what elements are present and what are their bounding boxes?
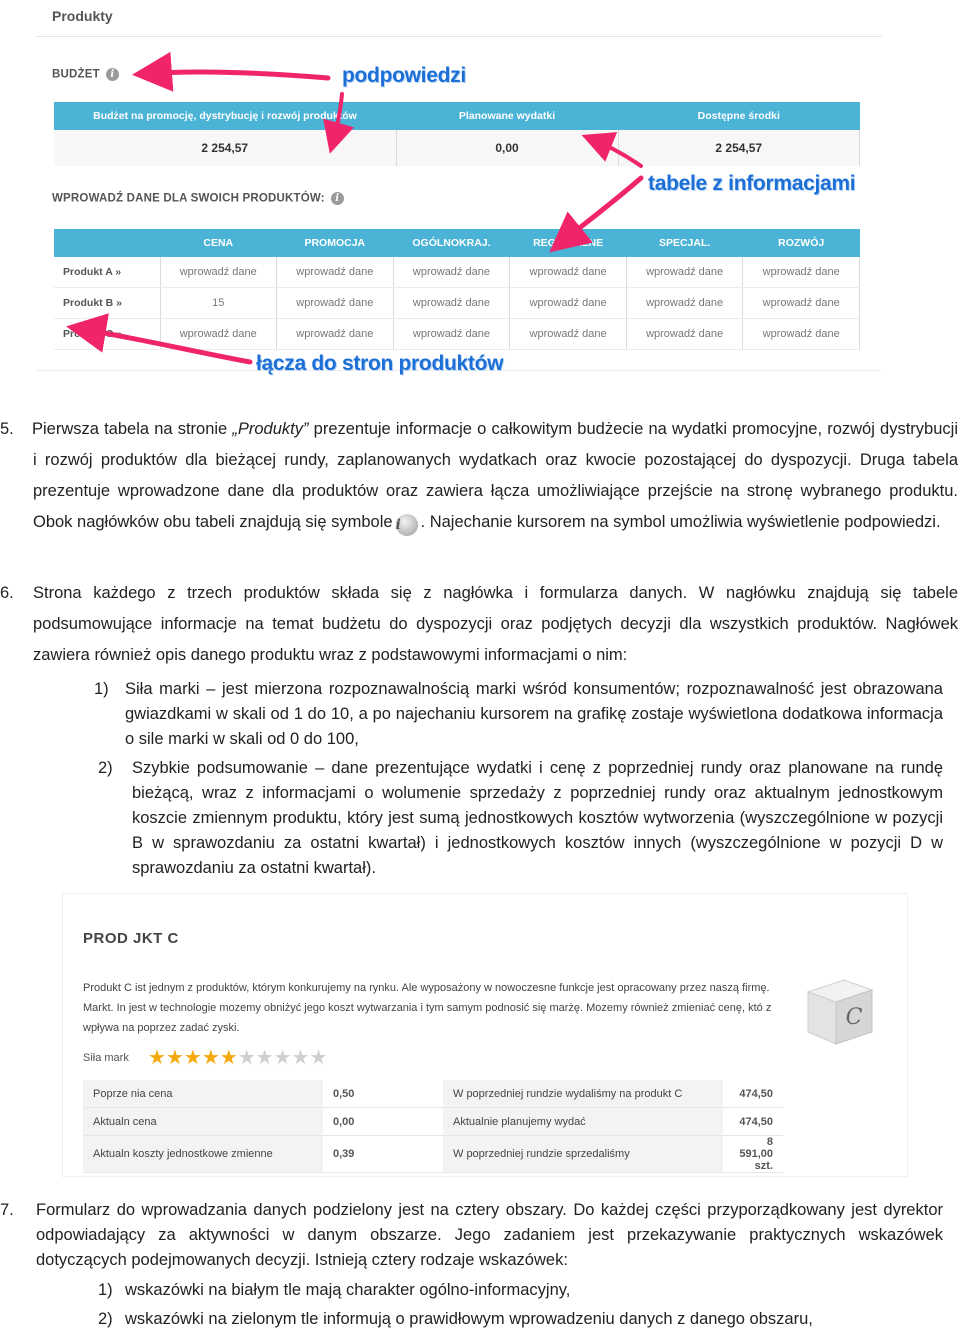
summary-label: W poprzedniej rundzie wydaliśmy na produkt C xyxy=(443,1080,723,1108)
summary-value: 8 591,00 szt. xyxy=(723,1136,783,1173)
list-text: Siła marki – jest mierzona rozpoznawalnością marki wśród konsumentów; rozpoznawalność jest obrazowana gwiazdkami w skali od 1 do 10, a po najechaniu kursorem na grafikę zostaje wyświetlona dodatkowa informacja o sile marki w skali od 0 do 100, xyxy=(125,680,943,748)
arrow-to-product-links xyxy=(76,328,250,362)
list-text: Szybkie podsumowanie – dane prezentujące wydatki i cenę z poprzedniej rundy oraz planowane na rundę bieżącą, wraz z informacjami o wolumenie sprzedaży z poprzedniej rundy oraz aktualnym jednostkowym koszcie zmiennym produktu, który jest sumą jednostkowych kosztów wytworzenia (wyszczególnione w pozycji B w sprawozdaniu za ostatni kwartał) i jednostkowych kosztów innych (wyszczególnione w pozycji D w sprawozdaniu za ostatni kwartał). xyxy=(132,759,943,877)
summary-value: 474,50 xyxy=(723,1108,783,1136)
list-number: 2) xyxy=(98,759,113,777)
star-empty-icon: ★ xyxy=(255,1047,274,1069)
p5-part1: Pierwsza tabela na stronie xyxy=(32,420,233,438)
summary-label: Aktualnie planujemy wydać xyxy=(443,1108,723,1136)
budget-value: 2 254,57 xyxy=(54,130,396,166)
input-cell[interactable]: wprowadź dane xyxy=(510,257,627,288)
input-cell[interactable]: wprowadź dane xyxy=(510,319,627,350)
info-symbol-icon: i xyxy=(396,514,418,536)
star-filled-icon: ★ xyxy=(183,1047,202,1069)
products-header: SPECJAL. xyxy=(626,229,743,257)
paragraph-5 xyxy=(0,414,958,538)
star-empty-icon: ★ xyxy=(291,1047,310,1069)
star-empty-icon: ★ xyxy=(273,1047,292,1069)
product-link[interactable]: Produkt B » xyxy=(54,288,160,319)
budget-header: Planowane wydatki xyxy=(396,102,618,130)
star-empty-icon: ★ xyxy=(309,1047,328,1069)
list-number: 1) xyxy=(98,1281,113,1299)
input-cell[interactable]: wprowadź dane xyxy=(277,257,394,288)
input-cell[interactable]: 15 xyxy=(160,288,277,319)
products-label-text: WPROWADŹ DANE DLA SWOICH PRODUKTÓW: xyxy=(52,192,325,205)
input-cell[interactable]: wprowadź dane xyxy=(277,319,394,350)
budget-value: 0,00 xyxy=(396,130,618,166)
input-cell[interactable]: wprowadź dane xyxy=(743,319,860,350)
star-filled-icon: ★ xyxy=(165,1047,184,1069)
product-c-screenshot xyxy=(62,893,908,1177)
summary-value: 0,39 xyxy=(323,1136,443,1173)
budget-label-text: BUDŻET xyxy=(52,68,100,81)
paragraph-7-text: Formularz do wprowadzania danych podzielony jest na cztery obszary. Do każdej części przyporządkowany jest dyrektor odpowiadający za aktywności w danym obszarze. Jego zadaniem jest przekazywanie praktycznych wskazówek dotyczących podejmowanych decyzji. Istnieją cztery rodzaje wskazówek: xyxy=(36,1201,943,1269)
input-cell[interactable]: wprowadź dane xyxy=(626,257,743,288)
summary-table xyxy=(83,1080,783,1173)
arrow-to-hint-icon xyxy=(142,72,328,78)
list-text: wskazówki na zielonym tle informują o prawidłowym wprowadzeniu danych z danego obszaru, xyxy=(125,1310,813,1328)
table-row xyxy=(83,1136,783,1173)
paragraph-7 xyxy=(0,1198,943,1273)
list-item xyxy=(98,756,943,881)
star-filled-icon: ★ xyxy=(201,1047,220,1069)
annotation-hints: podpowiedzi xyxy=(342,64,466,87)
input-cell[interactable]: wprowadź dane xyxy=(626,288,743,319)
arrow-to-products-table xyxy=(557,178,641,246)
annotation-tables: tabele z informacjami xyxy=(648,172,856,195)
list-number: 2) xyxy=(98,1310,113,1328)
input-cell[interactable]: wprowadź dane xyxy=(510,288,627,319)
input-cell[interactable]: wprowadź dane xyxy=(626,319,743,350)
list-item xyxy=(94,677,943,752)
products-header: ROZWÓJ xyxy=(743,229,860,257)
arrow-to-budget-table-2 xyxy=(589,138,641,166)
products-page-screenshot xyxy=(36,6,882,375)
product-title: PROD JKT C xyxy=(83,930,179,947)
products-header: CENA xyxy=(160,229,277,257)
products-header: REGIONALNE xyxy=(510,229,627,257)
paragraph-5-text xyxy=(33,414,958,538)
list-item xyxy=(98,1278,943,1303)
product-link[interactable]: Produkt C » xyxy=(54,319,160,350)
budget-value: 2 254,57 xyxy=(618,130,860,166)
list-number: 1) xyxy=(94,680,109,698)
table-row xyxy=(83,1108,783,1136)
star-filled-icon: ★ xyxy=(148,1047,166,1069)
paragraph-number: 5. xyxy=(0,420,14,438)
summary-value: 0,50 xyxy=(323,1080,443,1108)
input-cell[interactable]: wprowadź dane xyxy=(743,288,860,319)
input-cell[interactable]: wprowadź dane xyxy=(393,319,510,350)
input-cell[interactable]: wprowadź dane xyxy=(160,257,277,288)
info-icon[interactable]: i xyxy=(106,68,119,81)
arrow-to-budget-table xyxy=(332,94,342,146)
summary-value: 474,50 xyxy=(723,1080,783,1108)
products-header: OGÓLNOKRAJ. xyxy=(393,229,510,257)
paragraph-number: 6. xyxy=(0,584,14,602)
cube-letter: C xyxy=(845,1005,863,1030)
p5-part2: prezentuje informacje o całkowitym budżecie na wydatki promocyjne, rozwój dystrybucji i rozwój produktów dla bieżącej rundy, zaplanowanych wydatkach oraz kwocie pozostającej do dyspozycji. Druga tabela prezentuje wprowadzone dane dla produktów oraz zawiera łącza umożliwiające przejście na stronę wybranego produktu. Obok nagłówków obu tabeli znajdują się symbole xyxy=(33,420,958,531)
summary-value: 0,00 xyxy=(323,1108,443,1136)
info-icon[interactable]: i xyxy=(331,192,344,205)
star-filled-icon: ★ xyxy=(219,1047,238,1069)
list-item xyxy=(98,1307,943,1332)
p5-italic: „Produkty” xyxy=(232,420,309,438)
annotation-links: łącza do stron produktów xyxy=(256,352,504,375)
summary-label: W poprzedniej rundzie sprzedaliśmy xyxy=(443,1136,723,1173)
brand-strength-label: Siła mark xyxy=(83,1052,129,1064)
brand-strength-stars[interactable] xyxy=(148,1048,327,1068)
p5-part3: . Najechanie kursorem na symbol umożliwia wyświetlenie podpowiedzi. xyxy=(420,513,941,531)
input-cell[interactable]: wprowadź dane xyxy=(743,257,860,288)
paragraph-6 xyxy=(0,578,958,671)
product-cube-icon xyxy=(804,974,876,1048)
product-description: Produkt C ist jednym z produktów, którym konkurujemy na rynku. Ale wyposażony w nowoczesne funkcje jest opracowany przez naszą firmę. Markt. In jest w technologie mozemy obniżyć jego koszt wytwarzania i tym samym podnosić się marżę. Mozemy również zmieniać cenę, któ z wpływa na poprzez zadać zyski. xyxy=(83,982,772,1034)
budget-header: Budżet na promocję, dystrybucję i rozwój produktów xyxy=(54,102,396,130)
summary-label: Poprze nia cena xyxy=(83,1080,323,1108)
summary-label: Aktualn koszty jednostkowe zmienne xyxy=(83,1136,323,1173)
input-cell[interactable]: wprowadź dane xyxy=(393,257,510,288)
table-row xyxy=(83,1080,783,1108)
input-cell[interactable]: wprowadź dane xyxy=(277,288,394,319)
star-empty-icon: ★ xyxy=(237,1047,256,1069)
input-cell[interactable]: wprowadź dane xyxy=(160,319,277,350)
list-text: wskazówki na białym tle mają charakter ogólno-informacyjny, xyxy=(125,1281,571,1299)
paragraph-6-text: Strona każdego z trzech produktów składa się z nagłówka i formularza danych. W nagłówku znajdują się tabele podsumowujące informacje na temat budżetu do dyspozycji oraz podjętych decyzji dla wszystkich produktów. Nagłówek zawiera również opis danego produktu wraz z podstawowymi informacjami o nim: xyxy=(33,584,958,664)
paragraph-number: 7. xyxy=(0,1201,14,1219)
product-link[interactable]: Produkt A » xyxy=(54,257,160,288)
page-title: Produkty xyxy=(52,8,113,24)
summary-label: Aktualn cena xyxy=(83,1108,323,1136)
budget-header: Dostępne środki xyxy=(618,102,860,130)
input-cell[interactable]: wprowadź dane xyxy=(393,288,510,319)
products-header: PROMOCJA xyxy=(277,229,394,257)
